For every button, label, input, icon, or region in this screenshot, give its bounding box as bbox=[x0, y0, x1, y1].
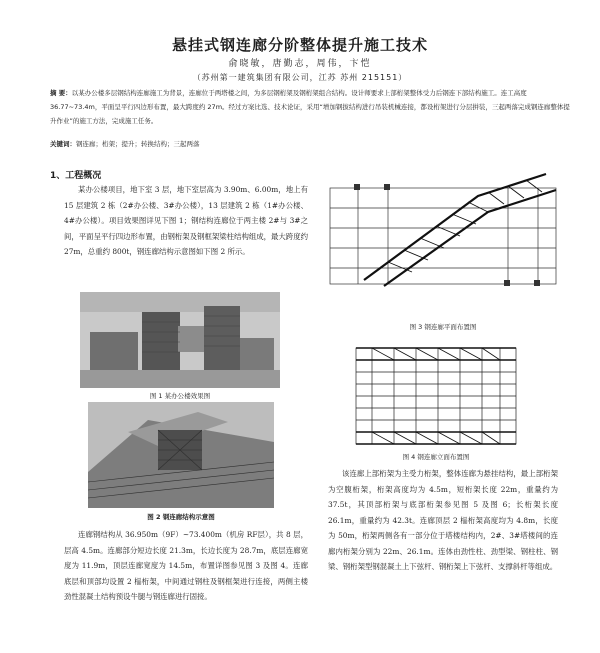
keywords bbox=[50, 139, 570, 148]
figure-1-caption: 图 1 某办公楼效果图 bbox=[149, 392, 211, 400]
figure-3-caption: 图 3 钢连廊平面布置图 bbox=[409, 323, 477, 331]
figure-4-elevation-drawing bbox=[346, 344, 526, 448]
right-column-paragraph: 该连廊上部桁架为主受力桁架，整体连廊为悬挂结构，最上部桁架为空腹桁架，桁架高度均为 4.5m，短桁架长度 22m，重量约为 37.5t，其顶部桁架与底部桁架参见图 5 及图 6；长桁架长度 26.1m，重量约为 42.3t。连廊顶层 2 榀桁架高度均为 4.8m，长度为 50m，桁架两侧各有一部分位于塔楼结构内，2#、3#塔楼间的连廊内桁架分别为 22m、26.1m。连体由劲性柱、劲型梁、钢柱柱、钢梁、钢桁架型钢混凝土上下弦杆、钢桁架上下弦杆、支撑斜杆等组成。 bbox=[328, 469, 558, 571]
section-paragraph-1: 某办公楼项目，地下室 3 层，地下室层高为 3.90m、6.00m，地上有 15 层建筑 2 栋（2#办公楼、3#办公楼），13 层建筑 2 栋（1#办公楼、4#办公楼）。项目效果图详见下图 1；钢结构连廊位于两主楼 2#与 3#之间，平面呈平行四边形布置，由钢桁架及钢框架梁柱结构组成，最大跨度约 27m，总重约 800t，钢连廊结构示意图如下图 2 所示。 bbox=[64, 185, 308, 256]
figure-4-caption: 图 4 钢连廊立面布置图 bbox=[402, 453, 470, 461]
figure-2-caption: 图 2 钢连廊结构示意图 bbox=[147, 513, 215, 521]
elevation-layout-diagram bbox=[346, 344, 526, 448]
section-heading: 1、工程概况 bbox=[50, 171, 102, 181]
authors: 俞晓敏，唐勤志，周伟，卞恺 bbox=[228, 59, 372, 69]
plan-layout-diagram bbox=[328, 168, 558, 316]
paper-title: 悬挂式钢连廊分阶整体提升施工技术 bbox=[171, 36, 428, 54]
keywords-label: 关键词： bbox=[50, 140, 76, 148]
affiliation: （苏州第一建筑集团有限公司，江苏 苏州 215151） bbox=[192, 73, 408, 82]
keywords-text: 钢连廊；桁架；提升；转换结构；三起两落 bbox=[76, 140, 200, 148]
figure-1-photo bbox=[80, 292, 280, 388]
abstract-text: 以某办公楼多层钢结构连廊施工为背景，连廊位于两塔楼之间，为多层钢桁架及钢桁架组合结构。设计师要求上部桁架整体受力后钢连下部结构施工。连工高度 36.77~73.4m，平面呈平行四边形布置，最大跨度约 27m。经过方案比选、技术论证，采用“增加钢拔结构进行吊装机械连接，都设桁架进行分层拼装，三起两落完成钢连廊整体提升作业”的施工方法，完成施工任务。 bbox=[50, 89, 570, 125]
office-rendering-image bbox=[80, 292, 280, 388]
abstract bbox=[50, 86, 570, 128]
section-paragraph-2: 连廊钢结构从 36.950m（9F）~73.400m（机房 RF层），共 8 层，层高 4.5m。连廊部分短边长度 21.3m，长边长度为 28.7m，底层连廊宽度为 11.9m，顶层连廊宽度为 14.5m，布置详图参见图 3 及图 4。连廊底层和顶部均设置 2 榀桁架，中间通过钢柱及钢框架进行连接，两侧主楼劲性混凝土结构预设牛腿与钢连廊进行固接。 bbox=[64, 530, 308, 601]
abstract-label: 摘 要： bbox=[50, 89, 72, 97]
figure-2-photo bbox=[88, 402, 274, 508]
corridor-structure-image bbox=[88, 402, 274, 508]
figure-3-plan-drawing bbox=[328, 168, 558, 316]
